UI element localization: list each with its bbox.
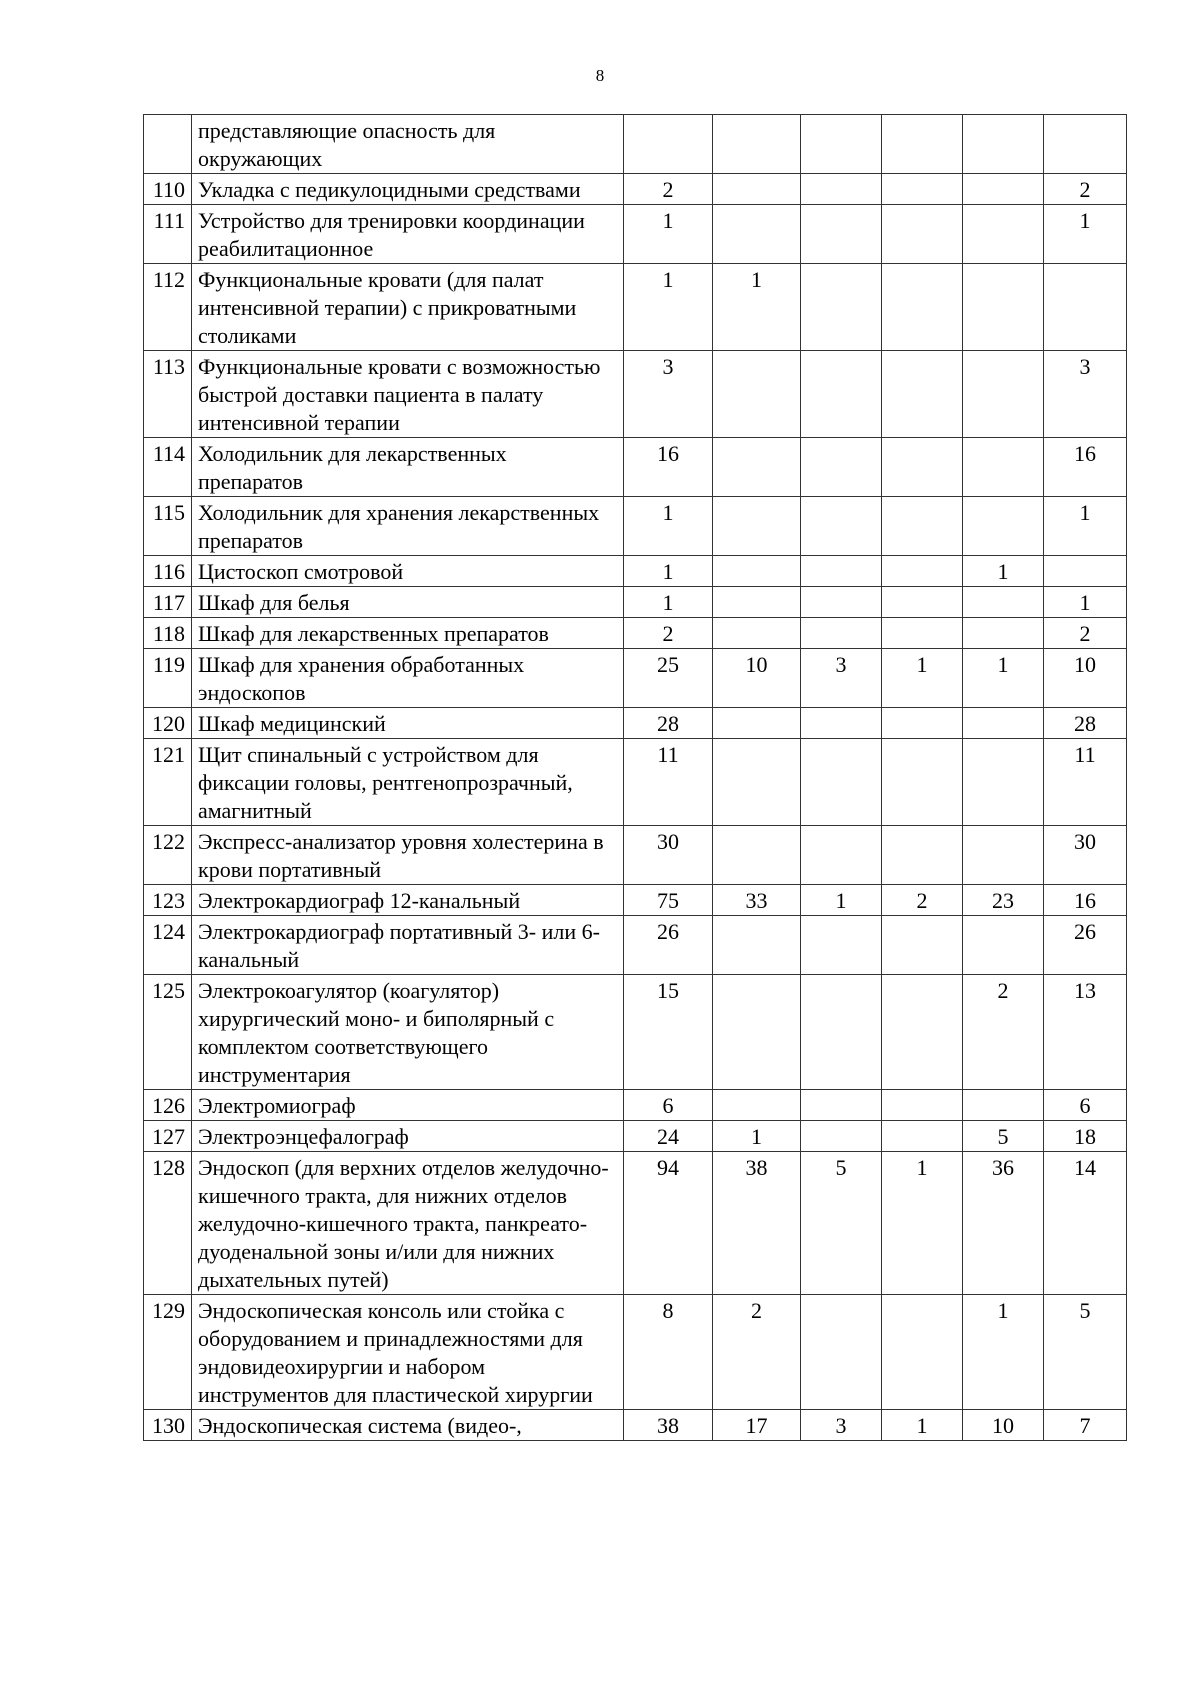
table-row: [144, 826, 1127, 885]
quantity-cell-1: 75: [624, 885, 713, 916]
quantity-cell-3: [801, 264, 882, 351]
quantity-cell-4: [882, 618, 963, 649]
table-row: [144, 916, 1127, 975]
quantity-cell-2: 2: [713, 1295, 801, 1410]
quantity-cell-2: 33: [713, 885, 801, 916]
quantity-cell-1: 6: [624, 1090, 713, 1121]
equipment-name: Шкаф для белья: [192, 587, 624, 618]
equipment-name: Шкаф для лекарственных препаратов: [192, 618, 624, 649]
quantity-cell-4: [882, 351, 963, 438]
table-body: [144, 115, 1127, 1441]
row-number: 116: [144, 556, 192, 587]
equipment-name: представляющие опасность для окружающих: [192, 115, 624, 174]
quantity-cell-4: [882, 587, 963, 618]
quantity-cell-5: [963, 739, 1044, 826]
row-number: 122: [144, 826, 192, 885]
quantity-cell-5: [963, 497, 1044, 556]
quantity-cell-6: [1044, 115, 1127, 174]
row-number: 119: [144, 649, 192, 708]
quantity-cell-3: 3: [801, 1410, 882, 1441]
table-row: [144, 351, 1127, 438]
quantity-cell-5: [963, 205, 1044, 264]
equipment-name: Холодильник для хранения лекарственных препаратов: [192, 497, 624, 556]
quantity-cell-4: [882, 739, 963, 826]
quantity-cell-1: 28: [624, 708, 713, 739]
quantity-cell-5: [963, 916, 1044, 975]
quantity-cell-4: [882, 205, 963, 264]
table-row: [144, 708, 1127, 739]
equipment-name: Шкаф медицинский: [192, 708, 624, 739]
table-row: [144, 1090, 1127, 1121]
table-row: [144, 1152, 1127, 1295]
quantity-cell-3: [801, 556, 882, 587]
row-number: [144, 115, 192, 174]
quantity-cell-5: [963, 826, 1044, 885]
equipment-name: Холодильник для лекарственных препаратов: [192, 438, 624, 497]
quantity-cell-3: [801, 618, 882, 649]
quantity-cell-5: 1: [963, 1295, 1044, 1410]
quantity-cell-3: [801, 1090, 882, 1121]
quantity-cell-4: [882, 556, 963, 587]
table-row: [144, 1295, 1127, 1410]
table-row: [144, 739, 1127, 826]
quantity-cell-3: [801, 497, 882, 556]
quantity-cell-3: [801, 205, 882, 264]
quantity-cell-6: 30: [1044, 826, 1127, 885]
row-number: 113: [144, 351, 192, 438]
quantity-cell-4: 1: [882, 1410, 963, 1441]
quantity-cell-1: 94: [624, 1152, 713, 1295]
row-number: 118: [144, 618, 192, 649]
table-row: [144, 264, 1127, 351]
equipment-table: [143, 114, 1127, 1441]
quantity-cell-5: 10: [963, 1410, 1044, 1441]
row-number: 126: [144, 1090, 192, 1121]
quantity-cell-3: [801, 916, 882, 975]
quantity-cell-1: 8: [624, 1295, 713, 1410]
quantity-cell-1: 1: [624, 497, 713, 556]
quantity-cell-1: 3: [624, 351, 713, 438]
quantity-cell-3: [801, 351, 882, 438]
quantity-cell-5: [963, 618, 1044, 649]
quantity-cell-1: 11: [624, 739, 713, 826]
row-number: 124: [144, 916, 192, 975]
quantity-cell-4: 1: [882, 649, 963, 708]
quantity-cell-3: 1: [801, 885, 882, 916]
row-number: 129: [144, 1295, 192, 1410]
quantity-cell-6: 18: [1044, 1121, 1127, 1152]
table-row: [144, 618, 1127, 649]
equipment-name: Укладка с педикулоцидными средствами: [192, 174, 624, 205]
equipment-name: Электромиограф: [192, 1090, 624, 1121]
quantity-cell-5: [963, 708, 1044, 739]
quantity-cell-6: 1: [1044, 587, 1127, 618]
table-row: [144, 1121, 1127, 1152]
quantity-cell-6: 13: [1044, 975, 1127, 1090]
equipment-name: Цистоскоп смотровой: [192, 556, 624, 587]
quantity-cell-4: [882, 1090, 963, 1121]
equipment-name: Эндоскопическая консоль или стойка с оборудованием и принадлежностями для эндовидеохирургии и набором инструментов для пластической хирургии: [192, 1295, 624, 1410]
table-row: [144, 1410, 1127, 1441]
row-number: 123: [144, 885, 192, 916]
table-row: [144, 115, 1127, 174]
quantity-cell-6: 16: [1044, 885, 1127, 916]
quantity-cell-2: [713, 826, 801, 885]
quantity-cell-2: [713, 205, 801, 264]
quantity-cell-3: [801, 708, 882, 739]
equipment-name: Функциональные кровати с возможностью быстрой доставки пациента в палату интенсивной терапии: [192, 351, 624, 438]
quantity-cell-2: [713, 351, 801, 438]
row-number: 130: [144, 1410, 192, 1441]
table-row: [144, 205, 1127, 264]
quantity-cell-5: 1: [963, 649, 1044, 708]
quantity-cell-5: 5: [963, 1121, 1044, 1152]
quantity-cell-1: [624, 115, 713, 174]
quantity-cell-3: [801, 174, 882, 205]
quantity-cell-2: [713, 438, 801, 497]
quantity-cell-2: [713, 556, 801, 587]
quantity-cell-4: [882, 438, 963, 497]
equipment-name: Устройство для тренировки координации реабилитационное: [192, 205, 624, 264]
quantity-cell-2: [713, 916, 801, 975]
quantity-cell-1: 16: [624, 438, 713, 497]
quantity-cell-2: [713, 174, 801, 205]
quantity-cell-2: 1: [713, 1121, 801, 1152]
quantity-cell-1: 25: [624, 649, 713, 708]
row-number: 115: [144, 497, 192, 556]
quantity-cell-2: 10: [713, 649, 801, 708]
quantity-cell-5: 2: [963, 975, 1044, 1090]
row-number: 128: [144, 1152, 192, 1295]
table-row: [144, 885, 1127, 916]
quantity-cell-2: 17: [713, 1410, 801, 1441]
quantity-cell-6: 14: [1044, 1152, 1127, 1295]
page-number: 8: [595, 66, 605, 85]
row-number: 121: [144, 739, 192, 826]
equipment-name: Функциональные кровати (для палат интенсивной терапии) с прикроватными столиками: [192, 264, 624, 351]
quantity-cell-5: [963, 115, 1044, 174]
quantity-cell-2: [713, 708, 801, 739]
quantity-cell-1: 2: [624, 618, 713, 649]
quantity-cell-3: 3: [801, 649, 882, 708]
quantity-cell-6: 28: [1044, 708, 1127, 739]
quantity-cell-6: 11: [1044, 739, 1127, 826]
equipment-name: Электрокардиограф портативный 3- или 6-канальный: [192, 916, 624, 975]
quantity-cell-4: 2: [882, 885, 963, 916]
quantity-cell-2: [713, 115, 801, 174]
row-number: 127: [144, 1121, 192, 1152]
quantity-cell-6: 26: [1044, 916, 1127, 975]
quantity-cell-5: 23: [963, 885, 1044, 916]
quantity-cell-4: [882, 1295, 963, 1410]
quantity-cell-4: [882, 826, 963, 885]
quantity-cell-1: 15: [624, 975, 713, 1090]
table-row: [144, 975, 1127, 1090]
quantity-cell-6: 3: [1044, 351, 1127, 438]
row-number: 110: [144, 174, 192, 205]
quantity-cell-6: [1044, 556, 1127, 587]
quantity-cell-3: [801, 438, 882, 497]
quantity-cell-4: 1: [882, 1152, 963, 1295]
quantity-cell-3: [801, 1295, 882, 1410]
quantity-cell-6: 1: [1044, 205, 1127, 264]
quantity-cell-3: [801, 115, 882, 174]
row-number: 120: [144, 708, 192, 739]
quantity-cell-1: 30: [624, 826, 713, 885]
quantity-cell-2: [713, 739, 801, 826]
table-row: [144, 556, 1127, 587]
quantity-cell-2: [713, 1090, 801, 1121]
quantity-cell-6: 2: [1044, 174, 1127, 205]
quantity-cell-6: 7: [1044, 1410, 1127, 1441]
quantity-cell-1: 2: [624, 174, 713, 205]
quantity-cell-4: [882, 1121, 963, 1152]
quantity-cell-6: 6: [1044, 1090, 1127, 1121]
quantity-cell-5: [963, 264, 1044, 351]
quantity-cell-2: 1: [713, 264, 801, 351]
row-number: 125: [144, 975, 192, 1090]
table-row: [144, 497, 1127, 556]
quantity-cell-4: [882, 264, 963, 351]
quantity-cell-5: [963, 174, 1044, 205]
table-row: [144, 649, 1127, 708]
equipment-name: Электрокоагулятор (коагулятор) хирургический моно- и биполярный с комплектом соответствующего инструментария: [192, 975, 624, 1090]
row-number: 112: [144, 264, 192, 351]
quantity-cell-2: [713, 497, 801, 556]
quantity-cell-1: 38: [624, 1410, 713, 1441]
table-row: [144, 438, 1127, 497]
equipment-name: Эндоскопическая система (видео-,: [192, 1410, 624, 1441]
quantity-cell-4: [882, 115, 963, 174]
quantity-cell-1: 1: [624, 264, 713, 351]
quantity-cell-4: [882, 174, 963, 205]
quantity-cell-2: 38: [713, 1152, 801, 1295]
quantity-cell-2: [713, 587, 801, 618]
table-row: [144, 587, 1127, 618]
quantity-cell-4: [882, 497, 963, 556]
quantity-cell-3: [801, 975, 882, 1090]
quantity-cell-5: [963, 438, 1044, 497]
quantity-cell-6: 16: [1044, 438, 1127, 497]
quantity-cell-4: [882, 975, 963, 1090]
quantity-cell-6: 2: [1044, 618, 1127, 649]
quantity-cell-3: [801, 587, 882, 618]
quantity-cell-2: [713, 618, 801, 649]
quantity-cell-5: 36: [963, 1152, 1044, 1295]
equipment-name: Электрокардиограф 12-канальный: [192, 885, 624, 916]
quantity-cell-5: [963, 587, 1044, 618]
equipment-name: Экспресс-анализатор уровня холестерина в крови портативный: [192, 826, 624, 885]
quantity-cell-6: [1044, 264, 1127, 351]
quantity-cell-6: 10: [1044, 649, 1127, 708]
quantity-cell-5: [963, 1090, 1044, 1121]
quantity-cell-1: 1: [624, 556, 713, 587]
row-number: 117: [144, 587, 192, 618]
quantity-cell-4: [882, 708, 963, 739]
quantity-cell-5: [963, 351, 1044, 438]
equipment-name: Электроэнцефалограф: [192, 1121, 624, 1152]
quantity-cell-6: 5: [1044, 1295, 1127, 1410]
quantity-cell-3: [801, 826, 882, 885]
quantity-cell-1: 1: [624, 205, 713, 264]
quantity-cell-3: [801, 739, 882, 826]
quantity-cell-2: [713, 975, 801, 1090]
quantity-cell-3: [801, 1121, 882, 1152]
quantity-cell-5: 1: [963, 556, 1044, 587]
equipment-name: Щит спинальный с устройством для фиксации головы, рентгенопрозрачный, амагнитный: [192, 739, 624, 826]
table-row: [144, 174, 1127, 205]
quantity-cell-6: 1: [1044, 497, 1127, 556]
row-number: 111: [144, 205, 192, 264]
quantity-cell-1: 26: [624, 916, 713, 975]
quantity-cell-4: [882, 916, 963, 975]
quantity-cell-1: 1: [624, 587, 713, 618]
quantity-cell-3: 5: [801, 1152, 882, 1295]
equipment-name: Эндоскоп (для верхних отделов желудочно-кишечного тракта, для нижних отделов желудочно-кишечного тракта, панкреато-дуоденальной зоны и/или для нижних дыхательных путей): [192, 1152, 624, 1295]
quantity-cell-1: 24: [624, 1121, 713, 1152]
row-number: 114: [144, 438, 192, 497]
equipment-name: Шкаф для хранения обработанных эндоскопов: [192, 649, 624, 708]
